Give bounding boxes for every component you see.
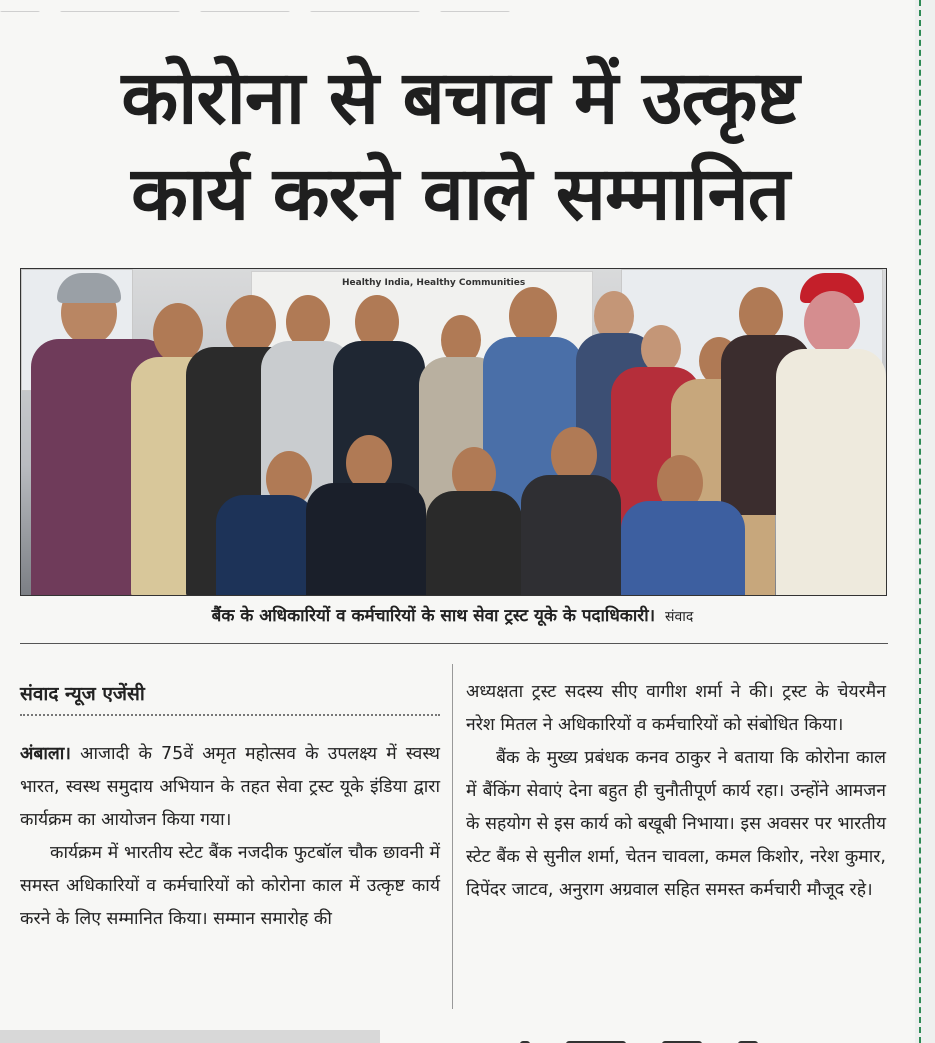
column-divider bbox=[452, 664, 453, 1009]
paragraph bbox=[20, 738, 440, 837]
cropped-top-text bbox=[0, 0, 915, 12]
photo-banner-text: Healthy India, Healthy Communities bbox=[342, 278, 526, 288]
paragraph: कार्यक्रम में भारतीय स्टेट बैंक नजदीक फुटबॉल चौक छावनी में समस्त अधिकारियों व कर्मचारियों को कोरोना काल में उत्कृष्ट कार्य करने के लिए सम्मानित किया। सम्मान समारोह की bbox=[20, 843, 440, 929]
caption-text: बैंक के अधिकारियों व कर्मचारियों के साथ सेवा ट्रस्ट यूके के पदाधिकारी। bbox=[211, 606, 656, 626]
caption-divider bbox=[20, 643, 888, 644]
paragraph-text: आजादी के 75वें अमृत महोत्सव के उपलक्ष्य में स्वस्थ भारत, स्वस्थ समुदाय अभियान के तहत सेवा ट्रस्ट यूके इंडिया द्वारा कार्यक्रम का आयोजन किया गया। bbox=[20, 744, 440, 830]
article-column-1 bbox=[20, 738, 440, 936]
caption-credit: संवाद bbox=[665, 609, 694, 625]
paragraph: अध्यक्षता ट्रस्ट सदस्य सीए वागीश शर्मा ने की। ट्रस्ट के चेयरमैन नरेश मितल ने अधिकारियों व कर्मचारियों को संबोधित किया। bbox=[466, 682, 886, 735]
agency-byline: संवाद न्यूज एजेंसी bbox=[20, 683, 145, 705]
headline bbox=[20, 50, 900, 242]
page-edge bbox=[915, 0, 935, 1043]
byline-divider bbox=[20, 714, 440, 716]
article-column-2 bbox=[466, 676, 886, 907]
paragraph: बैंक के मुख्य प्रबंधक कनव ठाकुर ने बताया कि कोरोना काल में बैंकिंग सेवाएं देना बहुत ही चुनौतीपूर्ण कार्य रहा। उन्होंने आमजन के सहयोग से इस कार्य को बखूबी निभाया। इस अवसर पर भारतीय स्टेट बैंक से सुनील शर्मा, चेतन चावला, कमल किशोर, नरेश कुमार, दिपेंदर जाटव, अनुराग अग्रवाल सहित समस्त कर्मचारी मौजूद रहे। bbox=[466, 748, 886, 900]
cropped-bottom-strip bbox=[0, 1030, 380, 1043]
dateline: अंबाला। bbox=[20, 744, 71, 764]
headline-line-1: कोरोना से बचाव में उत्कृष्ट bbox=[121, 55, 799, 141]
headline-line-2: कार्य करने वाले सम्मानित bbox=[131, 151, 789, 237]
photo-caption bbox=[20, 603, 885, 626]
group-photo bbox=[20, 268, 887, 596]
cropped-next-headline bbox=[520, 1032, 840, 1043]
